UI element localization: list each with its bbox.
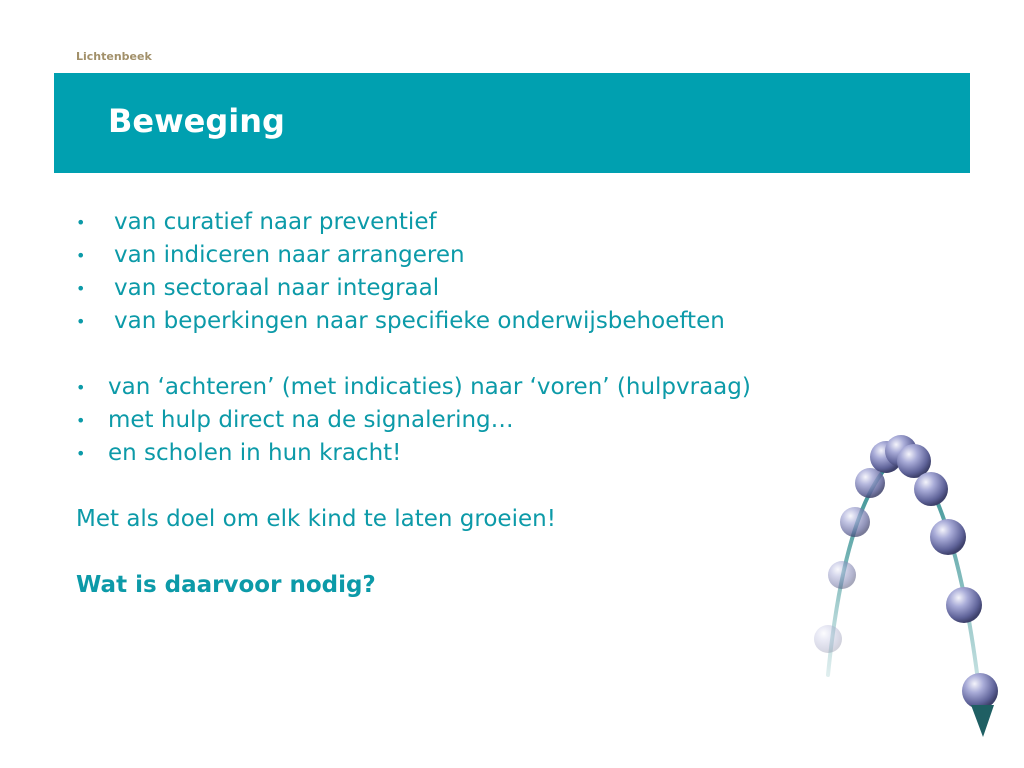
- bullet-list-1: [76, 206, 956, 338]
- list-item: • met hulp direct na de signalering…: [76, 404, 956, 437]
- ball: [962, 673, 998, 709]
- list-item: • van ‘achteren’ (met indicaties) naar ‘voren’ (hulpvraag): [76, 371, 956, 404]
- arrow-head: [971, 705, 994, 737]
- spacer: [76, 338, 956, 371]
- bullet-icon: •: [76, 279, 86, 298]
- parabolic-motion-balls-arrow-icon: [808, 425, 1018, 745]
- goal-text: Met als doel om elk kind te laten groeien!: [76, 506, 556, 532]
- list-item: • van sectoraal naar integraal: [76, 272, 956, 305]
- bullet-icon: •: [76, 213, 86, 232]
- ball: [946, 587, 982, 623]
- list-item: • en scholen in hun kracht!: [76, 437, 956, 470]
- ball: [855, 468, 885, 498]
- question-text: Wat is daarvoor nodig?: [76, 572, 376, 598]
- ball: [840, 507, 870, 537]
- bullet-icon: •: [76, 312, 86, 331]
- bullet-icon: •: [76, 411, 86, 430]
- title-bar: [54, 73, 970, 173]
- bullet-icon: •: [76, 444, 86, 463]
- bullet-icon: •: [76, 246, 86, 265]
- slide-title: Beweging: [108, 102, 285, 140]
- list-item: • van indiceren naar arrangeren: [76, 239, 956, 272]
- bullet-icon: •: [76, 378, 86, 397]
- ball: [930, 519, 966, 555]
- list-item: • van beperkingen naar specifieke onderwijsbehoeften: [76, 305, 956, 338]
- ball: [914, 472, 948, 506]
- brand-label: Lichtenbeek: [76, 50, 152, 63]
- list-item: • van curatief naar preventief: [76, 206, 956, 239]
